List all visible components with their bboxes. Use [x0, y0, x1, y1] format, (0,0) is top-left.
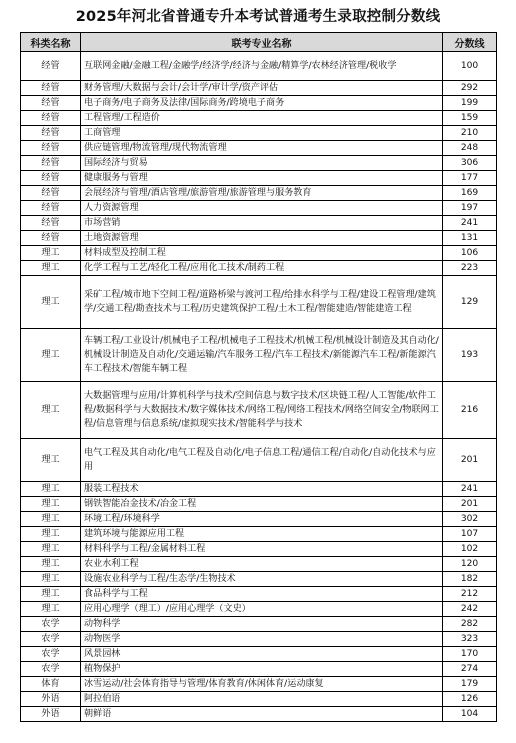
- score-cell: 306: [443, 156, 497, 171]
- score-cell: 126: [443, 692, 497, 707]
- major-cell: 环境工程/环境科学: [81, 512, 443, 527]
- major-cell: 健康服务与管理: [81, 171, 443, 186]
- major-cell: 朝鲜语: [81, 707, 443, 722]
- category-cell: 经管: [21, 141, 81, 156]
- score-cell: 212: [443, 587, 497, 602]
- major-cell: 土地资源管理: [81, 231, 443, 246]
- category-cell: 经管: [21, 96, 81, 111]
- category-cell: 理工: [21, 572, 81, 587]
- table-header-row: [21, 33, 497, 52]
- score-cell: 201: [443, 497, 497, 512]
- score-cell: 242: [443, 602, 497, 617]
- table-row: [21, 261, 497, 276]
- major-cell: 市场营销: [81, 216, 443, 231]
- major-cell: 动物医学: [81, 632, 443, 647]
- table-row: [21, 647, 497, 662]
- score-cell: 170: [443, 647, 497, 662]
- category-cell: 理工: [21, 542, 81, 557]
- score-cell: 199: [443, 96, 497, 111]
- table-row: [21, 572, 497, 587]
- score-cell: 131: [443, 231, 497, 246]
- table-row: [21, 329, 497, 382]
- major-cell: 材料成型及控制工程: [81, 246, 443, 261]
- score-cell: 274: [443, 662, 497, 677]
- score-cell: 216: [443, 382, 497, 439]
- table-row: [21, 141, 497, 156]
- score-cell: 323: [443, 632, 497, 647]
- major-cell: 建筑环境与能源应用工程: [81, 527, 443, 542]
- score-cell: 120: [443, 557, 497, 572]
- category-cell: 经管: [21, 231, 81, 246]
- major-cell: 动物科学: [81, 617, 443, 632]
- major-cell: 财务管理/大数据与会计/会计学/审计学/资产评估: [81, 81, 443, 96]
- category-cell: 经管: [21, 186, 81, 201]
- category-cell: 农学: [21, 617, 81, 632]
- category-cell: 理工: [21, 439, 81, 482]
- table-row: [21, 201, 497, 216]
- table-row: [21, 439, 497, 482]
- table-row: [21, 52, 497, 81]
- score-cell: 201: [443, 439, 497, 482]
- score-cell: 197: [443, 201, 497, 216]
- category-cell: 理工: [21, 261, 81, 276]
- category-cell: 理工: [21, 329, 81, 382]
- category-cell: 理工: [21, 587, 81, 602]
- category-cell: 经管: [21, 52, 81, 81]
- major-cell: 应用心理学（理工）/应用心理学（文史）: [81, 602, 443, 617]
- score-cell: 223: [443, 261, 497, 276]
- table-row: [21, 542, 497, 557]
- table-row: [21, 96, 497, 111]
- major-cell: 采矿工程/城市地下空间工程/道路桥梁与渡河工程/给排水科学与工程/建设工程管理/建筑学/交通工程/勘查技术与工程/历史建筑保护工程/土木工程/智能建造/智能建造工程: [81, 276, 443, 329]
- score-cell: 102: [443, 542, 497, 557]
- major-cell: 农业水利工程: [81, 557, 443, 572]
- category-cell: 经管: [21, 156, 81, 171]
- score-cell: 100: [443, 52, 497, 81]
- category-cell: 理工: [21, 382, 81, 439]
- major-cell: 钢铁智能冶金技术/冶金工程: [81, 497, 443, 512]
- category-cell: 理工: [21, 246, 81, 261]
- category-cell: 农学: [21, 632, 81, 647]
- score-cell: 241: [443, 482, 497, 497]
- table-row: [21, 692, 497, 707]
- table-row: [21, 662, 497, 677]
- major-cell: 人力资源管理: [81, 201, 443, 216]
- table-row: [21, 126, 497, 141]
- category-cell: 理工: [21, 557, 81, 572]
- category-cell: 经管: [21, 81, 81, 96]
- table-row: [21, 587, 497, 602]
- major-cell: 食品科学与工程: [81, 587, 443, 602]
- score-table: [20, 32, 497, 722]
- table-row: [21, 482, 497, 497]
- table-row: [21, 186, 497, 201]
- category-cell: 经管: [21, 201, 81, 216]
- major-cell: 工程管理/工程造价: [81, 111, 443, 126]
- table-row: [21, 557, 497, 572]
- major-cell: 植物保护: [81, 662, 443, 677]
- major-cell: 车辆工程/工业设计/机械电子工程/机械电子工程技术/机械工程/机械设计制造及其自动化/机械设计制造及自动化/交通运输/汽车服务工程/汽车工程技术/新能源汽车工程/新能源汽车工程技术/智能车辆工程: [81, 329, 443, 382]
- score-cell: 282: [443, 617, 497, 632]
- table-row: [21, 382, 497, 439]
- table-row: [21, 527, 497, 542]
- header-major: 联考专业名称: [81, 33, 443, 52]
- score-cell: 177: [443, 171, 497, 186]
- category-cell: 经管: [21, 171, 81, 186]
- table-row: [21, 111, 497, 126]
- category-cell: 理工: [21, 512, 81, 527]
- category-cell: 经管: [21, 126, 81, 141]
- major-cell: 电气工程及其自动化/电气工程及自动化/电子信息工程/通信工程/自动化/自动化技术与应用: [81, 439, 443, 482]
- score-cell: 106: [443, 246, 497, 261]
- major-cell: 化学工程与工艺/轻化工程/应用化工技术/制药工程: [81, 261, 443, 276]
- table-row: [21, 276, 497, 329]
- table-row: [21, 216, 497, 231]
- score-cell: 302: [443, 512, 497, 527]
- table-row: [21, 707, 497, 722]
- category-cell: 理工: [21, 527, 81, 542]
- major-cell: 设施农业科学与工程/生态学/生物技术: [81, 572, 443, 587]
- score-table-page: [0, 6, 516, 743]
- table-row: [21, 156, 497, 171]
- table-row: [21, 677, 497, 692]
- table-row: [21, 602, 497, 617]
- major-cell: 大数据管理与应用/计算机科学与技术/空间信息与数字技术/区块链工程/人工智能/软件工程/数据科学与大数据技术/数字媒体技术/网络工程/网络工程技术/网络空间安全/物联网工程/信息管理与信息系统/虚拟现实技术/智能科学与技术: [81, 382, 443, 439]
- table-row: [21, 497, 497, 512]
- category-cell: 体育: [21, 677, 81, 692]
- score-cell: 193: [443, 329, 497, 382]
- category-cell: 理工: [21, 276, 81, 329]
- score-cell: 129: [443, 276, 497, 329]
- category-cell: 理工: [21, 497, 81, 512]
- major-cell: 风景园林: [81, 647, 443, 662]
- category-cell: 理工: [21, 602, 81, 617]
- category-cell: 农学: [21, 647, 81, 662]
- score-cell: 179: [443, 677, 497, 692]
- category-cell: 外语: [21, 707, 81, 722]
- score-cell: 107: [443, 527, 497, 542]
- header-score: 分数线: [443, 33, 497, 52]
- table-row: [21, 231, 497, 246]
- score-cell: 241: [443, 216, 497, 231]
- page-title: 2025年河北省普通专升本考试普通考生录取控制分数线: [75, 9, 441, 25]
- table-row: [21, 171, 497, 186]
- major-cell: 冰雪运动/社会体育指导与管理/体育教育/休闲体育/运动康复: [81, 677, 443, 692]
- major-cell: 会展经济与管理/酒店管理/旅游管理/旅游管理与服务教育: [81, 186, 443, 201]
- header-category: 科类名称: [21, 33, 81, 52]
- major-cell: 工商管理: [81, 126, 443, 141]
- category-cell: 经管: [21, 216, 81, 231]
- major-cell: 互联网金融/金融工程/金融学/经济学/经济与金融/精算学/农林经济管理/税收学: [81, 52, 443, 81]
- major-cell: 电子商务/电子商务及法律/国际商务/跨境电子商务: [81, 96, 443, 111]
- major-cell: 服装工程技术: [81, 482, 443, 497]
- major-cell: 材料科学与工程/金属材料工程: [81, 542, 443, 557]
- major-cell: 国际经济与贸易: [81, 156, 443, 171]
- score-cell: 159: [443, 111, 497, 126]
- table-row: [21, 512, 497, 527]
- score-cell: 292: [443, 81, 497, 96]
- score-cell: 169: [443, 186, 497, 201]
- table-row: [21, 632, 497, 647]
- category-cell: 农学: [21, 662, 81, 677]
- score-cell: 248: [443, 141, 497, 156]
- score-cell: 104: [443, 707, 497, 722]
- category-cell: 外语: [21, 692, 81, 707]
- score-cell: 182: [443, 572, 497, 587]
- table-row: [21, 81, 497, 96]
- score-cell: 210: [443, 126, 497, 141]
- table-row: [21, 246, 497, 261]
- category-cell: 理工: [21, 482, 81, 497]
- major-cell: 阿拉伯语: [81, 692, 443, 707]
- table-row: [21, 617, 497, 632]
- major-cell: 供应链管理/物流管理/现代物流管理: [81, 141, 443, 156]
- category-cell: 经管: [21, 111, 81, 126]
